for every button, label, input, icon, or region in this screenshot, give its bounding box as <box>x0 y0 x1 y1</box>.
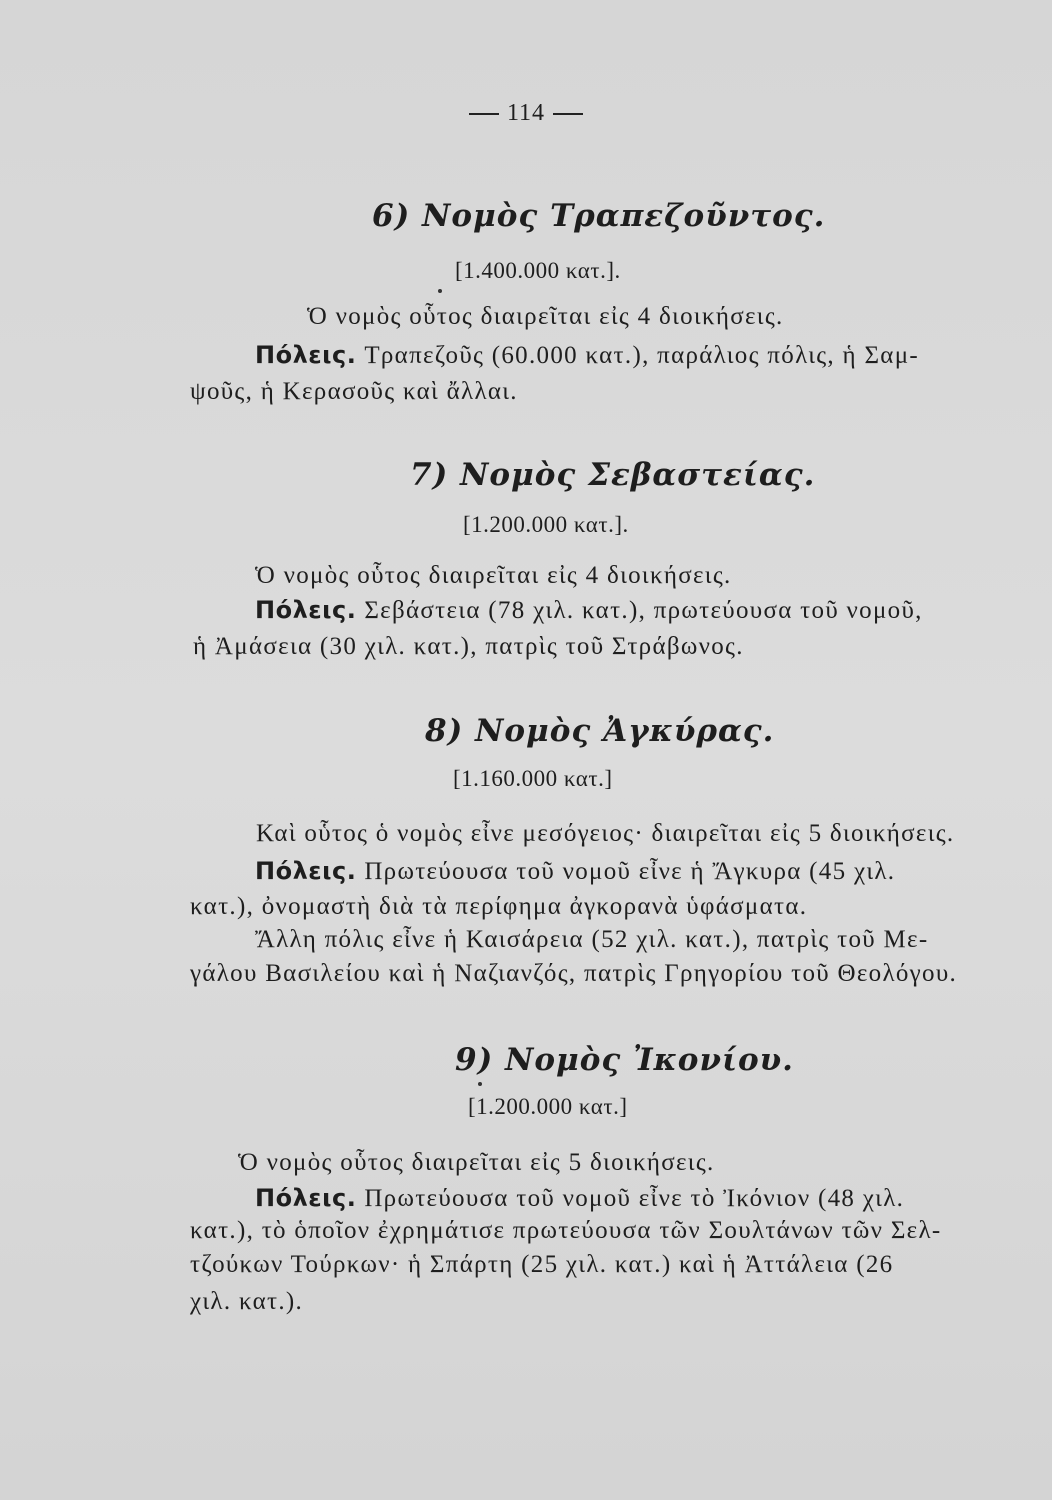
section-heading: 9) Νομὸς Ἰκονίου. <box>455 1042 794 1078</box>
cities-line: κατ.), ὀνομαστὴ διὰ τὰ περίφημα ἀγκορανὰ ὑφάσματα. <box>190 893 808 920</box>
cities-label: Πόλεις. <box>255 857 357 885</box>
cities-line <box>255 1184 904 1213</box>
section-heading: 7) Νομὸς Σεβαστείας. <box>410 457 816 493</box>
cities-label: Πόλεις. <box>255 341 357 369</box>
cities-label: Πόλεις. <box>255 596 357 624</box>
cities-text: Πρωτεύουσα τοῦ νομοῦ εἶνε τὸ Ἰκόνιον (48 χιλ. <box>364 1185 905 1212</box>
dash-right <box>553 113 583 115</box>
ink-dot <box>438 289 442 293</box>
section-area: [1.200.000 κατ.]. <box>463 512 629 537</box>
section-line: Καὶ οὗτος ὁ νομὸς εἶνε μεσόγειος· διαιρεῖται εἰς 5 διοικήσεις. <box>256 820 955 847</box>
cities-line: χιλ. κατ.). <box>190 1288 304 1315</box>
cities-text: Σεβάστεια (78 χιλ. κατ.), πρωτεύουσα τοῦ νομοῦ, <box>364 597 923 624</box>
cities-text: Πρωτεύουσα τοῦ νομοῦ εἶνε ἡ Ἄγκυρα (45 χιλ. <box>364 858 896 885</box>
section-heading: 6) Νομὸς Τραπεζοῦντος. <box>372 198 826 234</box>
cities-line <box>255 857 895 886</box>
cities-line <box>255 596 923 625</box>
section-line: Ὁ νομὸς οὗτος διαιρεῖται εἰς 4 διοικήσεις. <box>255 562 732 589</box>
cities-label: Πόλεις. <box>255 1184 357 1212</box>
cities-line <box>255 341 919 370</box>
section-line: Ὁ νομὸς οὗτος διαιρεῖται εἰς 5 διοικήσεις. <box>238 1149 715 1176</box>
cities-line: γάλου Βασιλείου καὶ ἡ Ναζιανζός, πατρὶς Γρηγορίου τοῦ Θεολόγου. <box>190 960 958 987</box>
cities-line: Ἄλλη πόλις εἶνε ἡ Καισάρεια (52 χιλ. κατ.), πατρὶς τοῦ Με- <box>255 926 929 953</box>
section-area: [1.200.000 κατ.] <box>468 1094 628 1119</box>
page-number <box>0 100 1052 127</box>
section-area: [1.400.000 κατ.]. <box>455 258 621 283</box>
cities-line: ψοῦς, ἡ Κερασοῦς καὶ ἄλλαι. <box>190 378 518 405</box>
page-number-text: 114 <box>506 100 546 126</box>
ink-dot <box>478 1082 482 1086</box>
cities-line: τζούκων Τούρκων· ἡ Σπάρτη (25 χιλ. κατ.) καὶ ἡ Ἀττάλεια (26 <box>190 1251 894 1278</box>
section-line: Ὁ νομὸς οὗτος διαιρεῖται εἰς 4 διοικήσεις. <box>307 303 784 330</box>
cities-line: κατ.), τὸ ὁποῖον ἐχρημάτισε πρωτεύουσα τῶν Σουλτάνων τῶν Σελ- <box>190 1217 942 1244</box>
dash-left <box>469 113 499 115</box>
section-area: [1.160.000 κατ.] <box>453 766 613 791</box>
section-heading: 8) Νομὸς Ἀγκύρας. <box>425 713 775 749</box>
cities-line: ἡ Ἀμάσεια (30 χιλ. κατ.), πατρὶς τοῦ Στράβωνος. <box>193 633 744 660</box>
cities-text: Τραπεζοῦς (60.000 κατ.), παράλιος πόλις, ἡ Σαμ- <box>364 342 920 369</box>
